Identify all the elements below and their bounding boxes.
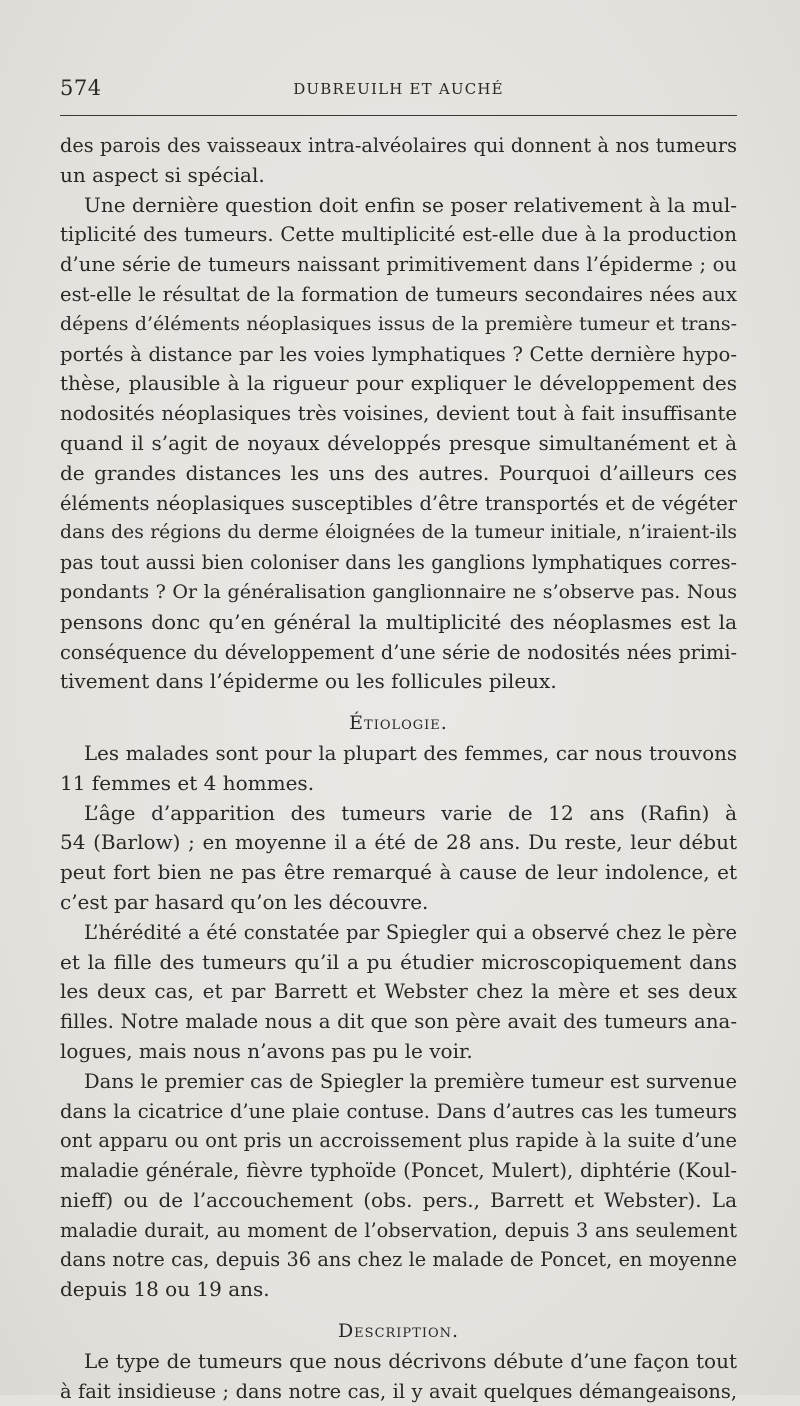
text-line: tivement dans l’épiderme ou les follicules pileux. xyxy=(60,669,557,694)
text-line: conséquence du développement d’une série de nodosités nées primi- xyxy=(60,640,737,664)
text-line: ont apparu ou ont pris un accroissement plus rapide à la suite d’une xyxy=(60,1129,737,1153)
text-line: pondants ? Or la généralisation ganglionnaire ne s’observe pas. Nous xyxy=(60,580,737,603)
text-line: filles. Notre malade nous a dit que son père avait des tumeurs ana- xyxy=(60,1010,737,1034)
text-line: maladie durait, au moment de l’observation, depuis 3 ans seulement xyxy=(60,1218,737,1242)
text-line: pas tout aussi bien coloniser dans les ganglions lymphatiques corres- xyxy=(60,551,737,575)
section-heading-etiologie: Étiologie. xyxy=(349,712,448,735)
text-line: Les malades sont pour la plupart des femmes, car nous trouvons xyxy=(84,741,737,765)
text-line: 54 (Barlow) ; en moyenne il a été de 28 ans. Du reste, leur début xyxy=(60,830,737,855)
text-line: un aspect si spécial. xyxy=(60,162,265,187)
text-line: d’une série de tumeurs naissant primitivement dans l’épiderme ; ou xyxy=(60,253,737,277)
text-line: c’est par hasard qu’on les découvre. xyxy=(60,889,429,914)
text-line: portés à distance par les voies lymphatiques ? Cette dernière hypo- xyxy=(60,342,737,366)
text-line: Dans le premier cas de Spiegler la première tumeur est survenue xyxy=(84,1069,737,1093)
text-line: L’hérédité a été constatée par Spiegler qui a observé chez le père xyxy=(84,920,737,944)
section-heading-description: Description. xyxy=(337,1320,460,1343)
text-line: depuis 18 ou 19 ans. xyxy=(60,1277,270,1302)
text-line: des parois des vaisseaux intra-alvéolaires qui donnent à nos tumeurs xyxy=(60,134,737,157)
section-gap xyxy=(60,1305,737,1317)
text-line: dans des régions du derme éloignées de la tumeur initiale, n’iraient-ils xyxy=(60,522,737,544)
text-line: maladie générale, fièvre typhoïde (Poncet, Mulert), diphtérie (Koul- xyxy=(60,1159,737,1183)
text-line: quand il s’agit de noyaux développés presque simultanément et à xyxy=(60,430,737,455)
text-line: peut fort bien ne pas être remarqué à cause de leur indolence, et xyxy=(60,860,737,885)
text-line: de grandes distances les uns des autres. Pourquoi d’ailleurs ces xyxy=(60,460,737,485)
text-line: dépens d’éléments néoplasiques issus de la première tumeur et trans- xyxy=(60,312,737,335)
text-line: et la fille des tumeurs qu’il a pu étudier microscopiquement dans xyxy=(60,949,737,974)
text-line: thèse, plausible à la rigueur pour expliquer le développement des xyxy=(60,371,737,396)
text-line: dans notre cas, depuis 36 ans chez le malade de Poncet, en moyenne xyxy=(60,1248,737,1272)
text-line: 11 femmes et 4 hommes. xyxy=(60,770,315,795)
text-line: nieff) ou de l’accouchement (obs. pers., Barrett et Webster). La xyxy=(60,1187,737,1212)
text-line: tiplicité des tumeurs. Cette multiplicité est-elle due à la production xyxy=(60,223,737,247)
section-gap xyxy=(60,697,737,709)
text-line: dans la cicatrice d’une plaie contuse. Dans d’autres cas les tumeurs xyxy=(60,1099,737,1123)
text-line: à fait insidieuse ; dans notre cas, il y avait quelques démangeaisons, xyxy=(60,1379,737,1403)
body-text xyxy=(60,131,737,1406)
text-line: pensons donc qu’en général la multiplicité des néoplasmes est la xyxy=(60,609,737,634)
page-header xyxy=(60,76,737,104)
text-line: nodosités néoplasiques très voisines, devient tout à fait insuffisante xyxy=(60,402,737,426)
running-head: DUBREUILH ET AUCHÉ xyxy=(293,80,504,98)
text-line: L’âge d’apparition des tumeurs varie de 12 ans (Rafin) à xyxy=(84,800,737,825)
text-line: Une dernière question doit enfin se poser relativement à la mul- xyxy=(84,192,737,217)
text-line: logues, mais nous n’avons pas pu le voir. xyxy=(60,1038,473,1063)
text-line: les deux cas, et par Barrett et Webster chez la mère et ses deux xyxy=(60,979,737,1004)
text-line: Le type de tumeurs que nous décrivons débute d’une façon tout xyxy=(84,1348,737,1373)
page-number: 574 xyxy=(60,76,102,100)
text-line: est-elle le résultat de la formation de tumeurs secondaires nées aux xyxy=(60,282,737,306)
text-line: éléments néoplasiques susceptibles d’être transportés et de végéter xyxy=(60,491,737,515)
header-rule xyxy=(60,115,737,116)
